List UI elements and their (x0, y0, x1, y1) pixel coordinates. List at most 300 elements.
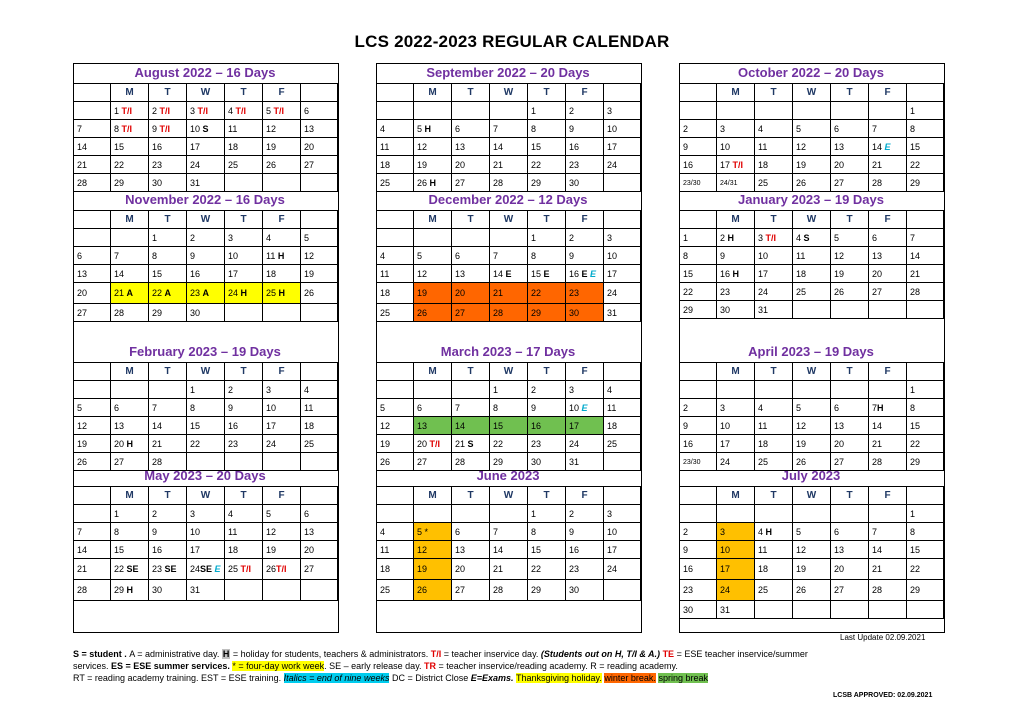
day-cell: 16 (528, 417, 566, 435)
legend-winter: winter break. (604, 673, 656, 683)
weekday-header: W (187, 487, 225, 505)
weekend-header (680, 211, 717, 229)
day-code: H (732, 268, 740, 279)
day-cell: 30 (566, 580, 604, 601)
day-cell (111, 435, 149, 453)
day-cell: 7 (907, 229, 944, 247)
day-cell: 27 (452, 580, 490, 601)
day-cell: 20 (869, 265, 907, 283)
weekday-header: F (869, 487, 907, 505)
week-row (377, 505, 641, 523)
month-table (679, 83, 944, 192)
day-cell (414, 120, 452, 138)
day-code: T/I (157, 105, 171, 116)
day-cell: 22 (907, 435, 944, 453)
day-cell: 1 (680, 229, 717, 247)
week-row (377, 523, 641, 541)
day-cell (869, 601, 907, 619)
weekday-header: T (528, 84, 566, 102)
week-row (74, 265, 338, 283)
legend-student: S = student . (73, 649, 130, 659)
month-title: January 2023 – 19 Days (738, 192, 884, 207)
day-cell: 12 (74, 417, 111, 435)
day-cell (301, 580, 338, 601)
day-cell: 10 (604, 523, 641, 541)
weekday-header: W (793, 84, 831, 102)
day-cell: 19 (414, 559, 452, 580)
day-cell (377, 102, 414, 120)
day-cell (869, 381, 907, 399)
day-cell: 20 (831, 435, 869, 453)
day-cell: 12 (414, 265, 452, 283)
legend-thanksgiving: Thanksgiving holiday. (516, 673, 602, 683)
weekday-header: T (149, 211, 187, 229)
day-number: 29 (114, 585, 127, 595)
weekday-header: W (187, 211, 225, 229)
week-row (680, 399, 944, 417)
day-number: 23/30 (683, 458, 701, 466)
day-cell (149, 381, 187, 399)
day-number: 14 (872, 141, 885, 152)
week-row (680, 120, 944, 138)
day-cell: 3 (566, 381, 604, 399)
day-cell: 6 (831, 120, 869, 138)
day-code: H (765, 526, 773, 537)
day-code: T/I (157, 123, 171, 134)
day-code: T/I (429, 438, 441, 449)
day-cell (528, 265, 566, 283)
day-cell (263, 580, 301, 601)
day-cell: 6 (301, 102, 338, 120)
day-cell: 12 (414, 138, 452, 156)
weekend-header (907, 84, 944, 102)
day-cell: 29 (907, 580, 944, 601)
day-cell (149, 120, 187, 138)
day-cell: 3 (604, 229, 641, 247)
weekend-header (377, 363, 414, 381)
weekday-header: W (490, 84, 528, 102)
day-number: 15 (531, 268, 544, 279)
day-cell: 26 (831, 283, 869, 301)
day-cell: 8 (528, 523, 566, 541)
weekend-header (377, 487, 414, 505)
day-cell: 23 (566, 156, 604, 174)
month-title: April 2023 – 19 Days (748, 344, 874, 359)
day-cell (452, 381, 490, 399)
day-cell: 14 (74, 541, 111, 559)
day-cell: 27 (831, 453, 869, 471)
weekday-header: M (414, 211, 452, 229)
day-cell: 22 (490, 435, 528, 453)
day-cell: 15 (149, 265, 187, 283)
day-number: 5 * (417, 526, 429, 537)
day-cell: 20 (831, 156, 869, 174)
legend-holiday: = holiday for students, teachers & administrators. (230, 649, 431, 659)
day-cell: 6 (74, 247, 111, 265)
weekday-header: F (566, 84, 604, 102)
day-cell (717, 156, 755, 174)
day-cell: 15 (528, 138, 566, 156)
day-cell: 12 (414, 541, 452, 559)
weekday-header: F (263, 487, 301, 505)
day-cell (452, 435, 490, 453)
day-cell: 25 (301, 435, 338, 453)
day-number: 24 (190, 564, 201, 574)
weekday-header: T (452, 487, 490, 505)
day-cell: 15 (907, 541, 944, 559)
weekday-header-row (680, 84, 944, 102)
day-cell: 14 (869, 417, 907, 435)
day-code: E (543, 268, 550, 279)
day-cell (869, 138, 907, 156)
weekend-header (604, 487, 641, 505)
day-cell: 1 (490, 381, 528, 399)
day-number: 26 (266, 564, 277, 574)
day-cell: 28 (490, 304, 528, 322)
weekday-header: W (793, 487, 831, 505)
day-cell (869, 399, 907, 417)
day-cell: 28 (907, 283, 944, 301)
day-cell: 15 (907, 138, 944, 156)
weekend-header (74, 487, 111, 505)
weekday-header: M (111, 211, 149, 229)
day-cell: 5 (831, 229, 869, 247)
day-cell: 15 (490, 417, 528, 435)
day-cell: 11 (301, 399, 338, 417)
week-row (680, 559, 944, 580)
day-number: 4 (796, 232, 804, 243)
day-cell: 12 (301, 247, 338, 265)
week-row (74, 399, 338, 417)
day-cell: 30 (187, 304, 225, 322)
day-cell: 28 (452, 453, 490, 471)
day-cell (111, 229, 149, 247)
week-row (680, 102, 944, 120)
weekday-header: T (755, 211, 793, 229)
day-cell: 28 (111, 304, 149, 322)
weekend-header (604, 84, 641, 102)
day-cell: 26 (301, 283, 338, 304)
day-cell: 5 (263, 505, 301, 523)
legend-four-day: * = four-day work week (232, 661, 325, 671)
day-cell: 30 (566, 174, 604, 192)
day-cell: 8 (528, 120, 566, 138)
day-cell: 17 (187, 138, 225, 156)
weekday-header: F (869, 211, 907, 229)
weekend-header (301, 211, 338, 229)
day-cell: 27 (831, 174, 869, 192)
week-row (74, 247, 338, 265)
day-number: 5 (266, 105, 272, 116)
week-row (680, 174, 944, 192)
day-cell: 1 (528, 505, 566, 523)
week-row (377, 156, 641, 174)
day-code: E (590, 268, 597, 279)
day-number: 26 (417, 177, 430, 188)
day-cell: 12 (793, 541, 831, 559)
day-cell: 8 (528, 247, 566, 265)
week-row (680, 541, 944, 559)
weekday-header: M (717, 84, 755, 102)
day-cell (452, 229, 490, 247)
day-cell (452, 505, 490, 523)
day-cell: 3 (604, 505, 641, 523)
day-cell: 4 (377, 120, 414, 138)
month-title: May 2023 – 20 Days (144, 468, 266, 483)
weekday-header: M (717, 363, 755, 381)
day-cell: 2 (566, 229, 604, 247)
day-cell: 13 (831, 138, 869, 156)
day-cell: 28 (869, 580, 907, 601)
weekday-header: F (263, 363, 301, 381)
day-cell: 10 (717, 417, 755, 435)
weekend-header (74, 211, 111, 229)
day-cell: 27 (301, 559, 338, 580)
day-number: 23/30 (683, 179, 701, 187)
day-cell: 25 (755, 580, 793, 601)
week-row (680, 265, 944, 283)
day-cell: 12 (377, 417, 414, 435)
day-cell (414, 102, 452, 120)
day-cell: 6 (831, 523, 869, 541)
day-number: 20 (114, 438, 127, 449)
day-cell: 20 (74, 283, 111, 304)
day-cell: 25 (755, 174, 793, 192)
week-row (377, 138, 641, 156)
day-cell: 15 (111, 541, 149, 559)
month-title: December 2022 – 12 Days (428, 192, 588, 207)
day-number: 21 (455, 438, 468, 449)
day-number: 20 (417, 438, 430, 449)
week-row (74, 229, 338, 247)
day-cell: 6 (452, 120, 490, 138)
day-cell: 29 (111, 174, 149, 192)
day-cell: 1 (528, 229, 566, 247)
day-cell (263, 304, 301, 322)
week-row (74, 174, 338, 192)
weekday-header-row (680, 487, 944, 505)
week-row (377, 559, 641, 580)
day-cell: 11 (755, 138, 793, 156)
weekday-header-row (680, 363, 944, 381)
day-cell: 24 (263, 435, 301, 453)
day-cell: 2 (566, 102, 604, 120)
week-row (680, 138, 944, 156)
legend-ti-key: T/I (430, 649, 442, 659)
day-cell: 7 (111, 247, 149, 265)
weekday-header: M (111, 363, 149, 381)
day-cell (717, 381, 755, 399)
weekend-header (301, 84, 338, 102)
day-cell: 27 (831, 580, 869, 601)
day-cell: 8 (490, 399, 528, 417)
day-cell (793, 381, 831, 399)
day-cell: 29 (490, 453, 528, 471)
day-cell (377, 381, 414, 399)
day-cell: 14 (452, 417, 490, 435)
weekday-header-row (74, 84, 338, 102)
day-code: T/I (119, 123, 133, 134)
day-cell (680, 381, 717, 399)
legend-spring: spring break (658, 673, 708, 683)
month-title: February 2023 – 19 Days (129, 344, 281, 359)
day-code: E (505, 268, 512, 279)
week-row (377, 265, 641, 283)
day-cell: 12 (263, 523, 301, 541)
day-cell: 6 (452, 247, 490, 265)
day-cell (414, 435, 452, 453)
day-cell: 8 (187, 399, 225, 417)
day-cell: 3 (604, 102, 641, 120)
day-cell: 19 (831, 265, 869, 283)
day-cell (755, 505, 793, 523)
day-cell: 16 (225, 417, 263, 435)
day-cell: 18 (377, 283, 414, 304)
day-cell (755, 229, 793, 247)
day-cell (111, 580, 149, 601)
day-number: 4 (758, 526, 766, 537)
day-cell: 10 (263, 399, 301, 417)
weekday-header: T (149, 363, 187, 381)
day-cell (187, 559, 225, 580)
day-cell: 13 (452, 138, 490, 156)
weekday-header: T (452, 363, 490, 381)
weekday-header: T (149, 487, 187, 505)
day-cell: 30 (149, 174, 187, 192)
day-cell: 16 (680, 156, 717, 174)
legend-line-2 (73, 660, 973, 672)
month-table (73, 210, 338, 322)
month-table (376, 210, 641, 322)
day-cell: 11 (793, 247, 831, 265)
day-code: SE (200, 564, 215, 574)
legend-te-key: TE (662, 649, 675, 659)
weekday-header-row (74, 487, 338, 505)
weekday-header: M (111, 487, 149, 505)
day-cell: 14 (869, 541, 907, 559)
day-cell: 2 (680, 523, 717, 541)
weekday-header: F (263, 84, 301, 102)
legend-line-3 (73, 672, 973, 684)
week-row (74, 120, 338, 138)
legend-services: services. (73, 661, 112, 671)
day-cell: 2 (566, 505, 604, 523)
day-cell: 11 (377, 265, 414, 283)
day-cell: 22 (528, 559, 566, 580)
day-cell: 19 (301, 265, 338, 283)
legend-dc: DC = District Close (389, 673, 471, 683)
week-row (377, 399, 641, 417)
day-number: 16 (720, 268, 733, 279)
weekend-header (377, 211, 414, 229)
day-cell: 5 (74, 399, 111, 417)
day-cell: 9 (225, 399, 263, 417)
weekday-header: T (225, 363, 263, 381)
day-cell (74, 229, 111, 247)
day-cell: 26 (74, 453, 111, 471)
weekday-header: T (831, 84, 869, 102)
weekend-header (604, 363, 641, 381)
legend-tr: = teacher inservice/reading academy. (436, 661, 591, 671)
month-title: March 2023 – 17 Days (440, 344, 576, 359)
weekend-header (680, 363, 717, 381)
week-row (377, 304, 641, 322)
month-table (376, 83, 641, 192)
day-cell: 9 (566, 120, 604, 138)
day-cell: 15 (187, 417, 225, 435)
day-cell: 23 (566, 283, 604, 304)
weekday-header: F (869, 363, 907, 381)
day-cell (225, 283, 263, 304)
day-cell (225, 174, 263, 192)
week-row (377, 417, 641, 435)
day-code: S (467, 438, 474, 449)
day-cell: 23 (717, 283, 755, 301)
day-cell: 7 (452, 399, 490, 417)
day-cell: 2 (187, 229, 225, 247)
day-cell: 9 (566, 523, 604, 541)
day-cell: 1 (111, 505, 149, 523)
day-cell: 31 (604, 304, 641, 322)
day-cell: 19 (793, 156, 831, 174)
day-cell: 22 (907, 559, 944, 580)
weekday-header: T (452, 84, 490, 102)
day-cell: 23 (225, 435, 263, 453)
day-cell (793, 229, 831, 247)
day-cell (831, 505, 869, 523)
week-row (377, 381, 641, 399)
day-cell: 16 (187, 265, 225, 283)
month-table (376, 362, 641, 471)
weekday-header: T (831, 211, 869, 229)
week-row (74, 580, 338, 601)
day-cell (793, 102, 831, 120)
weekday-header-row (74, 363, 338, 381)
day-cell: 9 (528, 399, 566, 417)
day-cell: 21 (869, 435, 907, 453)
day-cell: 28 (490, 174, 528, 192)
day-cell: 16 (680, 559, 717, 580)
day-cell (717, 102, 755, 120)
day-code: T/I (276, 564, 287, 574)
week-row (377, 580, 641, 601)
day-cell (225, 304, 263, 322)
day-cell: 27 (301, 156, 338, 174)
month-table (679, 362, 944, 471)
day-code: T/I (240, 564, 252, 574)
day-cell (717, 174, 755, 192)
day-cell: 20 (301, 138, 338, 156)
day-cell: 15 (680, 265, 717, 283)
day-cell: 22 (528, 283, 566, 304)
week-row (377, 283, 641, 304)
day-code: T/I (119, 105, 133, 116)
day-cell (604, 580, 641, 601)
day-cell (680, 102, 717, 120)
legend-est: EST = ESE training. (201, 673, 284, 683)
day-cell: 8 (907, 399, 944, 417)
day-cell: 29 (907, 174, 944, 192)
weekend-header (301, 363, 338, 381)
week-row (74, 102, 338, 120)
day-code: T/I (195, 105, 209, 116)
day-cell (414, 505, 452, 523)
weekday-header: F (263, 211, 301, 229)
day-number: 17 (720, 159, 733, 170)
day-cell: 19 (793, 559, 831, 580)
day-cell: 2 (225, 381, 263, 399)
day-cell: 28 (74, 174, 111, 192)
